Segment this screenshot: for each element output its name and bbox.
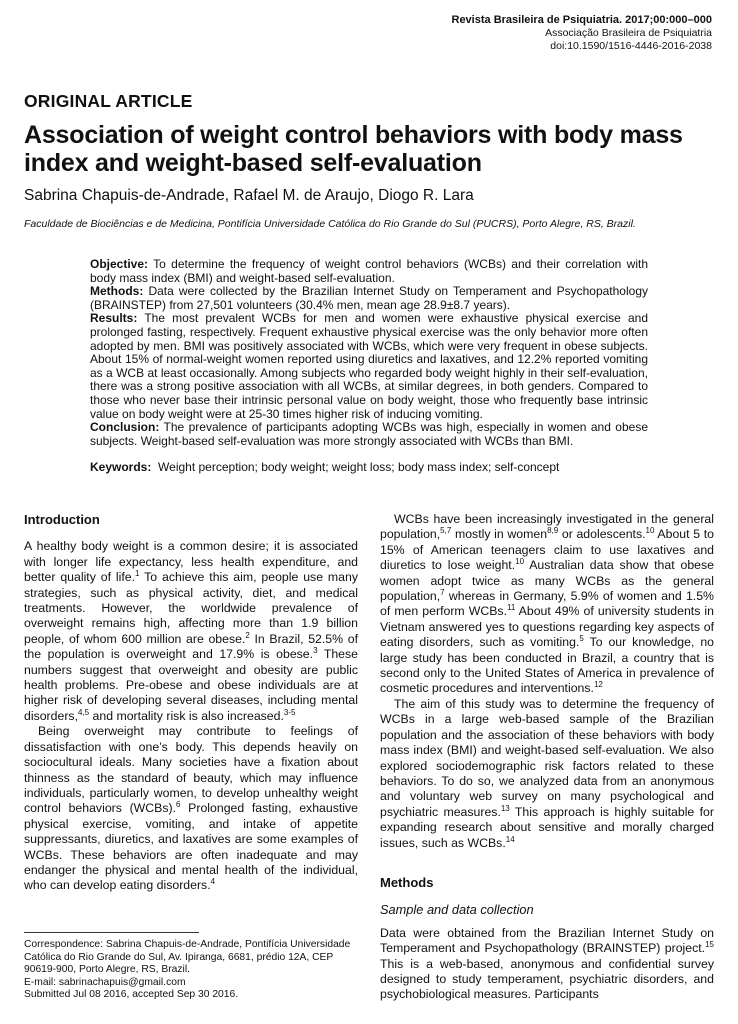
footnote-divider [24,932,199,933]
citation-ref[interactable]: 4,5 [78,707,90,717]
methods-subheading: Sample and data collection [380,902,534,918]
conclusion-text: The prevalence of participants adopting WCBs was high, especially in women and obese subjects. Weight-based self-evaluation was more strongly associated with WCBs than BMI. [90,420,648,448]
abstract [90,258,648,448]
intro-paragraph-1: A healthy body weight is a common desire; it is associated with longer life expectancy, less health expenditure, and better quality of life.$^1$ To achieve this aim, people use many strategies, such as physical activity, diet, and medical treatments. However, the worldwide prevalence of overweight remains high, affecting more than 1.9 billion people, of whom 600 million are obese.$^2$ In Brazil, 52.5% of the population is overweight and 17.9% is obese.$^3$ These numbers suggest that overweight and obesity are public health problems. Pre-obese and obese individuals are at higher risk of developing several diseases, including mental disorders,$^{4,5}$ and mortality risk is also increased.$^{3-5}$ [24,539,358,723]
association-name: Associação Brasileira de Psiquiatria [545,27,712,39]
keywords-label: Keywords: [90,460,152,474]
citation-ref[interactable]: 6 [176,800,181,810]
intro-paragraph-2: Being overweight may contribute to feelings of dissatisfaction with one’s body. This depends heavily on sociocultural ideals. Many societies have a fixation about thinness as the standard of beauty, which may influence individuals, particularly women, to develop unhealthy weight control behaviors (WCBs).$^6$ Prolonged fasting, exhaustive physical exercise, vomiting, and intake of appetite suppressants, diuretics, and laxatives are some examples of WCBs. These behaviors are often inadequate and may endanger the physical and mental health of the individual, who can develop eating disorders.$^4$ [24,724,359,893]
submission-dates: Submitted Jul 08 2016, accepted Sep 30 2016. [24,989,239,1000]
citation-ref[interactable]: 7 [440,587,445,597]
article-title: Association of weight control behaviors with body mass index and weight-based self-evaluation [24,121,683,177]
section-label: ORIGINAL ARTICLE [24,91,193,111]
citation-ref[interactable]: 12 [593,680,603,690]
abstract-methods [90,285,648,312]
keywords-text: Weight perception; body weight; weight loss; body mass index; self-concept [158,460,560,474]
correspondence-address: Correspondence: Sabrina Chapuis-de-Andrade, Pontifícia Universidade Católica do Rio Grande do Sul, Av. Ipiranga, 6681, prédio 12A, CEP 90619-900, Porto Alegre, RS, Brazil. [24,939,351,975]
introduction-heading: Introduction [24,512,100,527]
methods-heading: Methods [380,874,434,890]
citation-ref[interactable]: 10 [645,526,655,536]
author-list: Sabrina Chapuis-de-Andrade, Rafael M. de Araujo, Diogo R. Lara [24,187,474,204]
objective-label: Objective: [90,257,149,271]
doi-link[interactable]: doi:10.1590/1516-4446-2016-2038 [550,40,712,52]
citation-ref[interactable]: 14 [505,834,515,844]
results-text: The most prevalent WCBs for men and women were exhaustive physical exercise and prolonged fasting, respectively. Frequent exhaustive physical exercise was the only behavior more often adopted by men. BMI was positively associated with WCBs, which were very frequent in obese subjects. About 15% of normal-weight women reported using diuretics and laxatives, and 12.2% reported vomiting as a WCB at least occasionally. Among subjects who regarded body weight highly in their self-evaluation, there was a strong positive association with all WCBs, at similar degrees, in both genders. Compared to those who never base their intrinsic personal value on body weight, those who frequently base intrinsic value on body weight were at 25-30 times higher risk of inducing vomiting. [90,311,648,421]
journal-header [452,14,713,53]
intro-paragraph-4: The aim of this study was to determine the frequency of WCBs in a large web-based sample of the Brazilian population and the association of these behaviors with body mass index (BMI) and weight-based self-evaluation. We also explored sociodemographic risk factors related to these behaviors. To do so, we analyzed data from an anonymous and voluntary web survey on many psychological and psychiatric measures.$^{13}$ This approach is highly suitable for expanding research about sensitive and morally charged issues, such as WCBs.$^{14}$ [380,696,714,850]
citation-ref[interactable]: 2 [245,630,250,640]
methods-paragraph-1: Data were obtained from the Brazilian Internet Study on Temperament and Psychopathology (BRAINSTEP) project.$^{15}$ This is a web-based, anonymous and confidential survey designed to study temperament, psychiatric disorders, and psychobiological measures. Participants [380,925,714,1002]
journal-citation: Revista Brasileira de Psiquiatria. 2017;00:000–000 [451,14,712,26]
correspondence-footnote [24,939,358,1002]
intro-paragraph-3: WCBs have been increasingly investigated in the general population,$^{5,7}$ mostly in women$^{8,9}$ or adolescents.$^{10}$ About 5 to 15% of American teenagers claim to use laxatives and diuretics to lose weight.$^{10}$ Australian data show that obese women adopt twice as many WCBs as the general population,$^7$ whereas in Germany, 5.9% of women and 1.5% of men perform WCBs.$^{11}$ About 49% of university students in Vietnam answered yes to questions regarding key aspects of eating disorders, such as vomiting.$^5$ To our knowledge, no large study has been conducted in Brazil, a country that is second only to the United States of America in prevalence of cosmetic procedures and interventions.$^{12}$ [380,512,714,696]
citation-ref[interactable]: 11 [506,603,516,613]
correspondence-email[interactable]: E-mail: sabrinachapuis@gmail.com [24,976,186,988]
citation-ref[interactable]: 4 [210,877,216,887]
results-label: Results: [90,311,138,326]
citation-ref[interactable]: 3 [313,646,318,656]
citation-ref[interactable]: 1 [135,569,140,579]
abstract-results [90,312,648,421]
right-column [380,512,714,1003]
affiliation: Faculdade de Biociências e de Medicina, Pontifícia Universidade Católica do Rio Grande do Sul (PUCRS), Porto Alegre, RS, Brazil. [24,218,636,230]
citation-ref[interactable]: 8,9 [547,526,559,536]
methods-label: Methods: [90,284,144,299]
left-column [24,512,358,894]
abstract-conclusion [90,421,648,448]
citation-ref[interactable]: 13 [500,803,510,813]
citation-ref[interactable]: 5 [579,634,584,644]
abstract-objective [90,258,648,285]
citation-ref[interactable]: 10 [515,557,525,567]
methods-text: Data were collected by the Brazilian Internet Study on Temperament and Psychopathology (BRAINSTEP) from 27,501 volunteers (30.4% men, mean age 28.9±8.7 years). [90,284,648,312]
citation-ref[interactable]: 3-5 [283,707,296,717]
conclusion-label: Conclusion: [90,420,160,435]
citation-ref[interactable]: 5,7 [440,526,452,536]
keywords [90,460,648,474]
objective-text: To determine the frequency of weight control behaviors (WCBs) and their correlation with body mass index (BMI) and weight-based self-evaluation. [90,257,649,285]
citation-ref[interactable]: 15 [705,940,714,950]
